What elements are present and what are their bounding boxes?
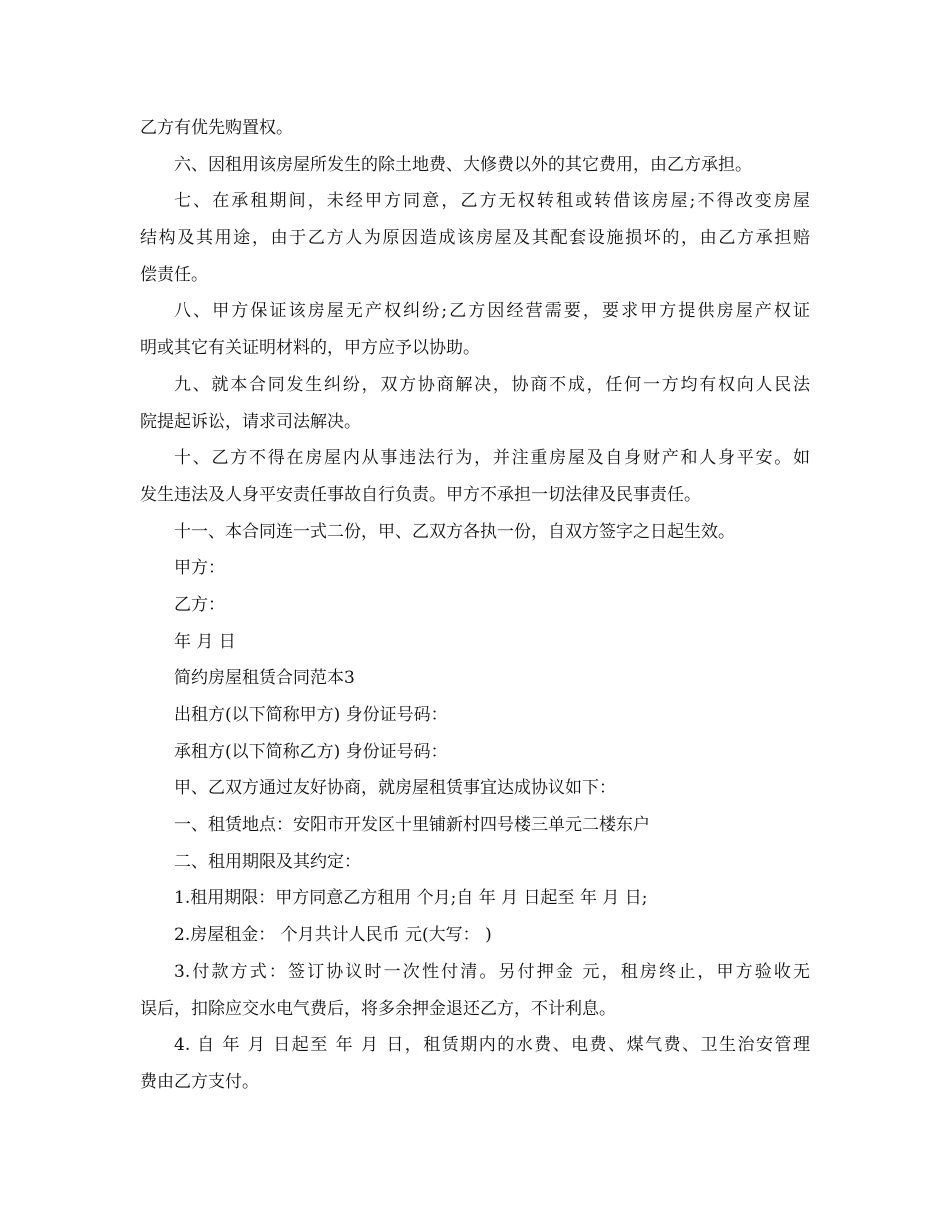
document-text-line: 年 月 日 [174,631,236,652]
document-text-line: 3.付款方式：签订协议时一次性付清。另付押金 元，租房终止，甲方验收无 [174,961,810,982]
document-text-line: 误后，扣除应交水电气费后，将多余押金退还乙方，不计利息。 [140,998,616,1019]
document-text-line: 发生违法及人身平安责任事故自行负责。甲方不承担一切法律及民事责任。 [140,484,701,505]
document-text-line: 明或其它有关证明材料的，甲方应予以协助。 [140,338,480,359]
document-text-line: 院提起诉讼，请求司法解决。 [140,411,361,432]
document-text-line: 承租方(以下简称乙方) 身份证号码： [174,741,448,762]
document-text-line: 乙方： [174,594,225,615]
document-text-line: 六、因租用该房屋所发生的除土地费、大修费以外的其它费用，由乙方承担。 [174,154,752,175]
document-text-line: 简约房屋租赁合同范本3 [174,668,355,689]
document-text-line: 甲方： [174,558,225,579]
document-text-line: 4. 自 年 月 日起至 年 月 日，租赁期内的水费、电费、煤气费、卫生治安管理 [174,1035,810,1056]
document-page [140,110,810,1101]
document-text-line: 七、在承租期间，未经甲方同意，乙方无权转租或转借该房屋;不得改变房屋 [174,191,810,212]
document-text-line: 偿责任。 [140,264,208,285]
document-text-line: 2.房屋租金： 个月共计人民币 元(大写： ) [174,925,492,946]
document-text-line: 1.租用期限：甲方同意乙方租用 个月;自 年 月 日起至 年 月 日; [174,888,648,909]
document-text-line: 费由乙方支付。 [140,1071,259,1092]
document-text-line: 九、就本合同发生纠纷，双方协商解决，协商不成，任何一方均有权向人民法 [174,374,810,395]
document-text-line: 乙方有优先购置权。 [140,118,293,138]
document-text-line: 出租方(以下简称甲方) 身份证号码： [174,705,448,725]
document-text-line: 结构及其用途，由于乙方人为原因造成该房屋及其配套设施损坏的，由乙方承担赔 [140,228,810,249]
document-text-line: 十一、本合同连一式二份，甲、乙双方各执一份，自双方签字之日起生效。 [174,521,735,542]
document-text-line: 甲、乙双方通过友好协商，就房屋租赁事宜达成协议如下： [174,778,616,799]
document-text-line: 一、租赁地点：安阳市开发区十里铺新村四号楼三单元二楼东户 [174,815,650,836]
document-text-line: 十、乙方不得在房屋内从事违法行为，并注重房屋及自身财产和人身平安。如 [174,448,810,469]
document-text-line: 二、租用期限及其约定： [174,851,361,872]
document-text-line: 八、甲方保证该房屋无产权纠纷;乙方因经营需要，要求甲方提供房屋产权证 [174,301,810,322]
